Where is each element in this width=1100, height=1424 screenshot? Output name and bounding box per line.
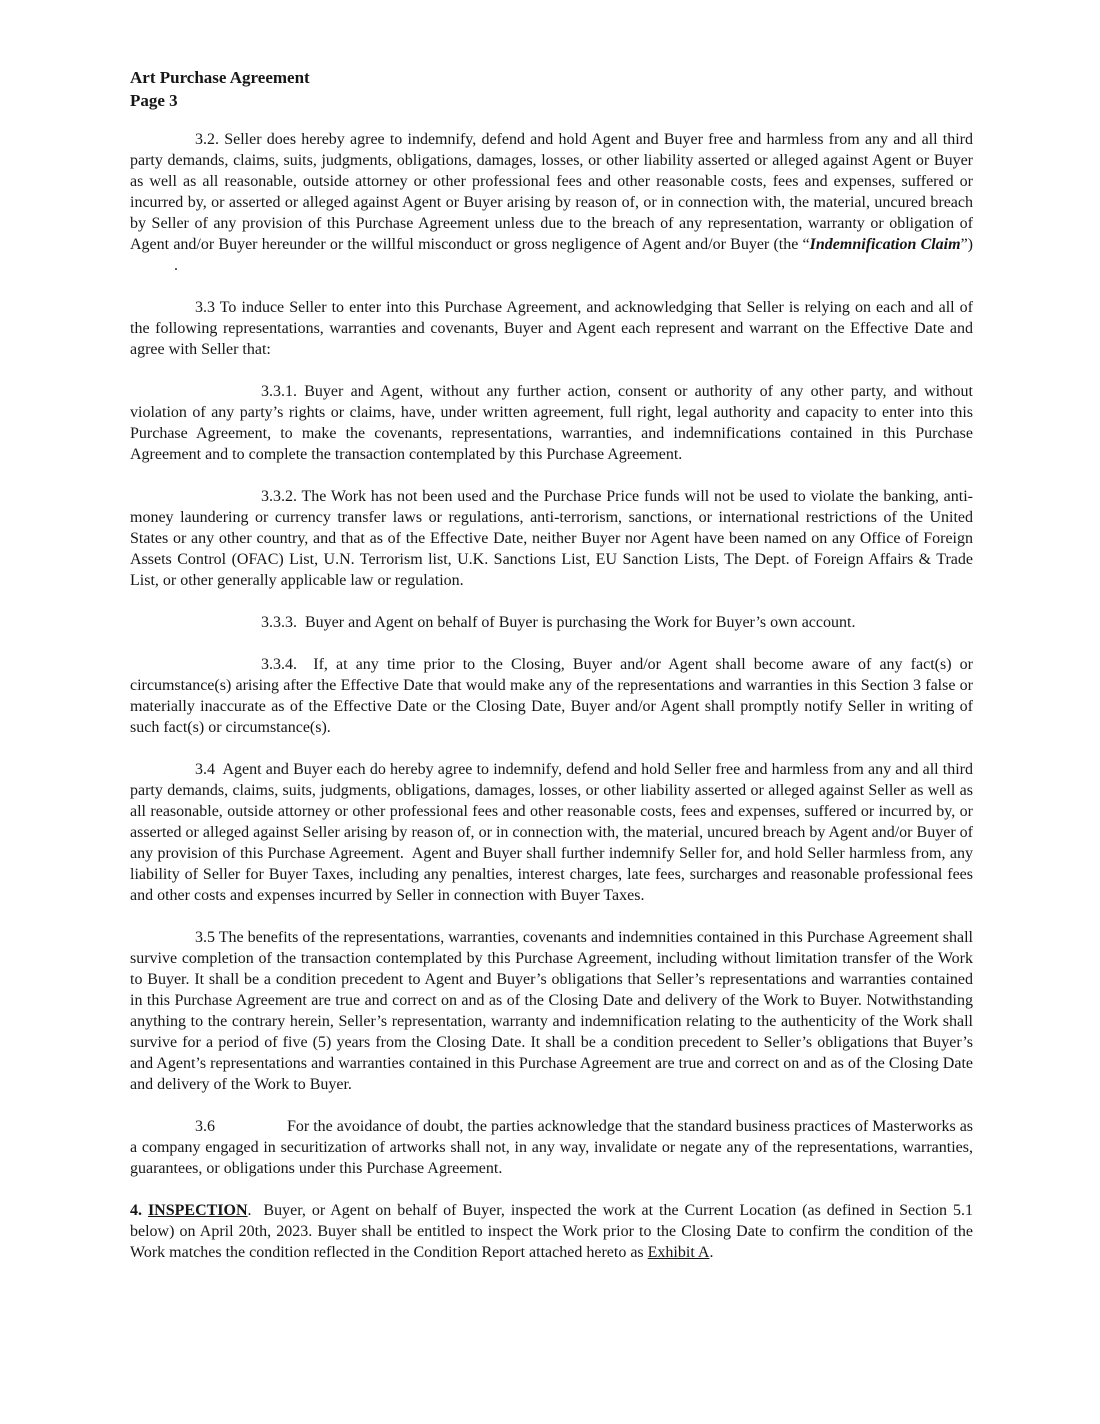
- text-run: 3.3.4. If, at any time prior to the Closing, Buyer and/or Agent shall become aware of any fact(s) or circumstance(s) arising after the Effective Date that would make any of the representations and warranties in this Section 3 false or materially inaccurate as of the Effective Date or the Closing Date, Buyer and/or Agent shall promptly notify Seller in writing of such fact(s) or circumstance(s).: [130, 656, 973, 736]
- text-run: Exhibit A: [647, 1244, 710, 1261]
- paragraph-3-5: [130, 927, 973, 1095]
- text-run: 3.3 To induce Seller to enter into this Purchase Agreement, and acknowledging that Seller is relying on each and all of the following representations, warranties and covenants, Buyer and Agent each represent and warrant on the Effective Date and agree with Seller that:: [130, 299, 973, 358]
- paragraph-3-3-1: [130, 381, 973, 465]
- text-run: 3.3.3. Buyer and Agent on behalf of Buyer is purchasing the Work for Buyer’s own account.: [261, 614, 856, 631]
- text-run: 3.3.1. Buyer and Agent, without any further action, consent or authority of any other party, and without violation of any party’s rights or claims, have, under written agreement, full right, legal authority and capacity to enter into this Purchase Agreement, to make the covenants, representations, warranties, and indemnifications contained in this Purchase Agreement and to complete the transaction contemplated by this Purchase Agreement.: [130, 383, 973, 463]
- document-header: [130, 66, 973, 112]
- document-body: [130, 129, 973, 1263]
- paragraph-3-3-2: [130, 486, 973, 591]
- text-run: 3.5 The benefits of the representations, warranties, covenants and indemnities contained in this Purchase Agreement shall survive completion of the transaction contemplated by this Purchase Agreement, including without limitation transfer of the Work to Buyer. It shall be a condition precedent to Agent and Buyer’s obligations that Seller’s representations and warranties contained in this Purchase Agreement are true and correct on and as of the Closing Date and delivery of the Work to Buyer. Notwithstanding anything to the contrary herein, Seller’s representation, warranty and indemnification relating to the authenticity of the Work shall survive for a period of five (5) years from the Closing Date. It shall be a condition precedent to Seller’s obligations that Buyer’s and Agent’s representations and warranties contained in this Purchase Agreement are true and correct on and as of the Closing Date and delivery of the Work to Buyer.: [130, 929, 973, 1093]
- text-run: ”): [960, 236, 974, 253]
- text-run: .: [174, 257, 178, 274]
- document-title: Art Purchase Agreement: [130, 68, 310, 87]
- text-run: For the avoidance of doubt, the parties acknowledge that the standard business practices of Masterworks as a company engaged in securitization of artworks shall not, in any way, invalidate or negate any of the representations, warranties, guarantees, or obligations under this Purchase Agreement.: [130, 1118, 974, 1177]
- text-run: .: [709, 1244, 714, 1261]
- text-run: INSPECTION: [147, 1202, 248, 1219]
- page-number: Page 3: [130, 91, 178, 110]
- paragraph-3-3-3: [130, 612, 973, 633]
- paragraph-3-4: [130, 759, 973, 906]
- text-run: 4.: [130, 1202, 148, 1219]
- text-run: . Buyer, or Agent on behalf of Buyer, inspected the work at the Current Location (as defined in Section 5.1 below) on April 20th, 2023. Buyer shall be entitled to inspect the Work prior to the Closing Date to confirm the condition of the Work matches the condition reflected in the Condition Report attached hereto as: [130, 1202, 974, 1261]
- text-run: 3.2. Seller does hereby agree to indemnify, defend and hold Agent and Buyer free and harmless from any and all third party demands, claims, suits, judgments, obligations, damages, losses, or other liability asserted or alleged against Agent or Buyer as well as all reasonable, outside attorney or other professional fees and other reasonable costs, fees and expenses, suffered or incurred by, or asserted or alleged against Agent or Buyer arising by reason of, or in connection with, the material, uncured breach by Seller of any provision of this Purchase Agreement unless due to the breach of any representation, warranty or obligation of Agent and/or Buyer hereunder or the willful misconduct or gross negligence of Agent and/or Buyer (the “: [130, 131, 973, 253]
- paragraph-3-3: [130, 297, 973, 360]
- text-run: Indemnification Claim: [809, 236, 961, 253]
- paragraph-3-2: [130, 129, 973, 276]
- text-run: 3.6: [195, 1118, 215, 1135]
- text-run: 3.4 Agent and Buyer each do hereby agree to indemnify, defend and hold Seller free and harmless from any and all third party demands, claims, suits, judgments, obligations, damages, losses, or other liability asserted or alleged against Seller as well as all reasonable, outside attorney or other professional fees and other reasonable costs, fees and expenses, suffered or incurred by, or asserted or alleged against Seller arising by reason of, or in connection with, the material, uncured breach by Agent and/or Buyer of any provision of this Purchase Agreement. Agent and Buyer shall further indemnify Seller for, and hold Seller harmless from, any liability of Seller for Buyer Taxes, including any penalties, interest charges, late fees, surcharges and reasonable professional fees and other costs and expenses incurred by Seller in connection with Buyer Taxes.: [130, 761, 973, 904]
- text-run: 3.3.2. The Work has not been used and the Purchase Price funds will not be used to violate the banking, anti-money laundering or currency transfer laws or regulations, anti-terrorism, sanctions, or international restrictions of the United States or any other country, and that as of the Effective Date, neither Buyer nor Agent have been named on any Office of Foreign Assets Control (OFAC) List, U.N. Terrorism list, U.K. Sanctions List, EU Sanction Lists, The Dept. of Foreign Affairs & Trade List, or other generally applicable law or regulation.: [130, 488, 973, 589]
- paragraph-3-6: [130, 1116, 973, 1179]
- paragraph-4-inspection: [130, 1200, 973, 1263]
- paragraph-3-3-4: [130, 654, 973, 738]
